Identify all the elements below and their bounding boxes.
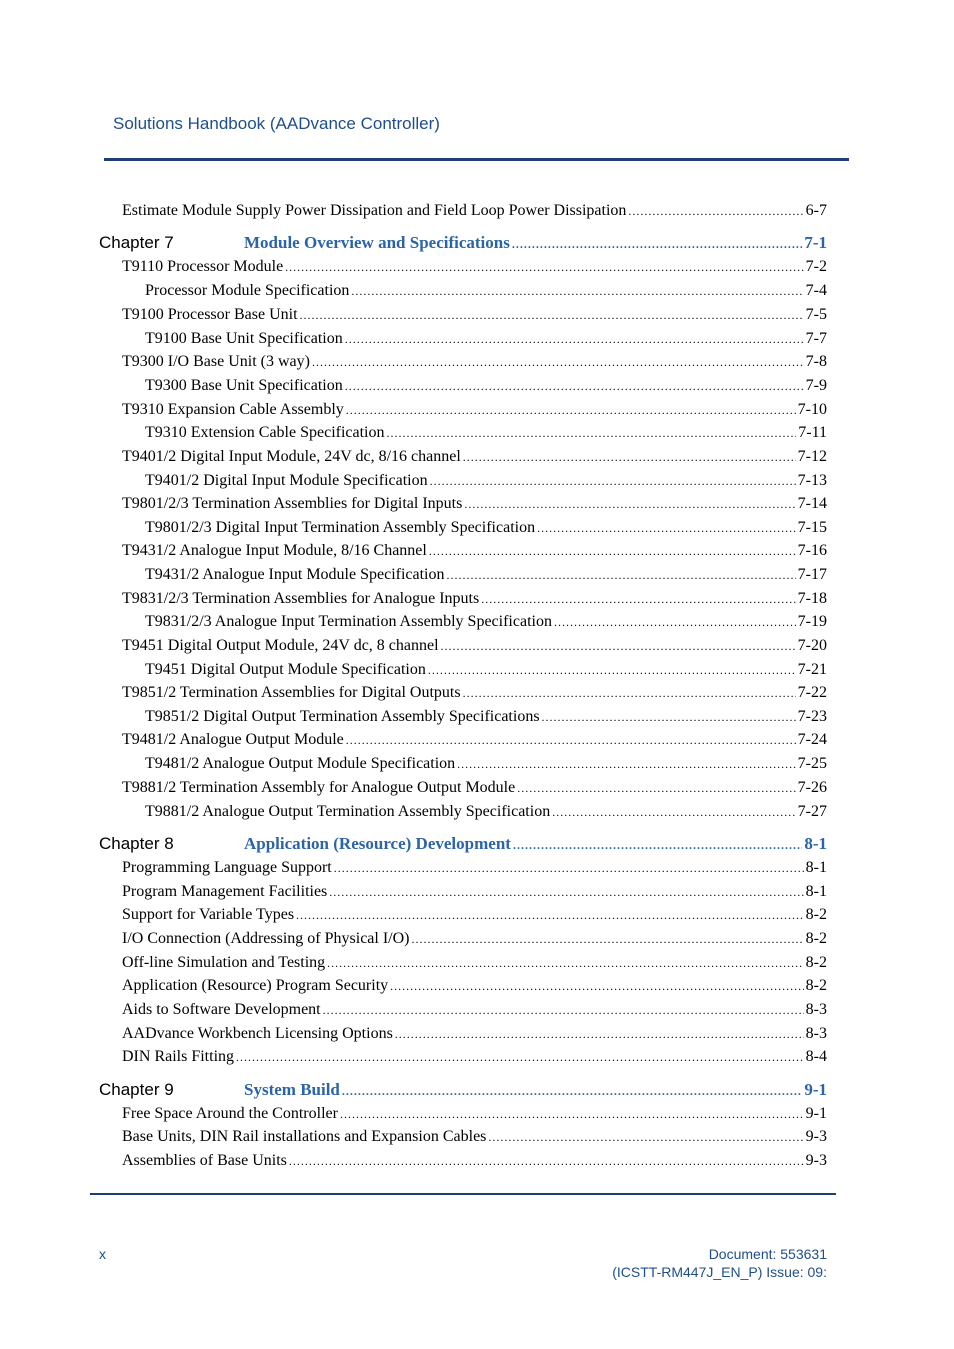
toc-entry-title: AADvance Workbench Licensing Options bbox=[122, 1025, 393, 1042]
toc-entry-title: T9300 I/O Base Unit (3 way) bbox=[122, 353, 310, 370]
toc-leader-dots bbox=[512, 237, 802, 252]
toc-entry-page: 7-17 bbox=[797, 566, 827, 583]
toc-chapter-9[interactable] bbox=[99, 1080, 827, 1104]
toc-leader-dots bbox=[537, 521, 796, 536]
toc-entry[interactable] bbox=[122, 401, 827, 423]
toc-entry-page: 7-9 bbox=[805, 377, 827, 394]
toc-entry[interactable] bbox=[122, 637, 827, 659]
toc-entry-page: 7-5 bbox=[805, 306, 827, 323]
toc-leader-dots bbox=[628, 204, 803, 219]
toc-leader-dots bbox=[346, 403, 796, 418]
toc-leader-dots bbox=[554, 615, 796, 630]
toc-entry-page: 7-4 bbox=[805, 282, 827, 299]
toc-leader-dots bbox=[296, 908, 804, 923]
toc-entry-page: 7-11 bbox=[798, 424, 827, 441]
toc-leader-dots bbox=[552, 805, 795, 820]
toc-leader-dots bbox=[488, 1130, 803, 1145]
toc-leader-dots bbox=[312, 355, 804, 370]
toc-chapter-7[interactable] bbox=[99, 233, 827, 257]
toc-entry-title: T9451 Digital Output Module, 24V dc, 8 channel bbox=[122, 637, 439, 654]
toc-leader-dots bbox=[329, 885, 803, 900]
toc-entry[interactable] bbox=[122, 1152, 827, 1174]
chapter-title: Module Overview and Specifications bbox=[244, 233, 510, 252]
toc-entry-title: T9300 Base Unit Specification bbox=[145, 377, 343, 394]
toc-entry-title: T9851/2 Termination Assemblies for Digital Outputs bbox=[122, 684, 461, 701]
toc-leader-dots bbox=[387, 426, 797, 441]
toc-entry-page: 7-2 bbox=[805, 258, 827, 275]
chapter-page: 7-1 bbox=[804, 233, 827, 252]
toc-subentry[interactable] bbox=[145, 755, 827, 777]
page-number: x bbox=[99, 1246, 106, 1262]
toc-entry-page: 8-2 bbox=[805, 930, 827, 947]
toc-entry-title: T9831/2/3 Analogue Input Termination Assembly Specification bbox=[145, 613, 552, 630]
toc-entry[interactable] bbox=[122, 1128, 827, 1150]
toc-entry-title: T9310 Extension Cable Specification bbox=[145, 424, 385, 441]
toc-entry-title: Base Units, DIN Rail installations and Expansion Cables bbox=[122, 1128, 487, 1145]
toc-leader-dots bbox=[457, 757, 796, 772]
toc-entry-title: Processor Module Specification bbox=[145, 282, 350, 299]
toc-entry-page: 7-24 bbox=[797, 731, 827, 748]
chapter-label: Chapter 7 bbox=[99, 233, 174, 252]
footer-divider bbox=[90, 1193, 836, 1195]
running-header-title: Solutions Handbook (AADvance Controller) bbox=[113, 114, 440, 133]
toc-subentry[interactable] bbox=[145, 330, 827, 352]
toc-entry[interactable] bbox=[122, 1048, 827, 1070]
toc-leader-dots bbox=[481, 592, 795, 607]
toc-entry[interactable] bbox=[122, 1105, 827, 1127]
toc-entry-title: Programming Language Support bbox=[122, 859, 332, 876]
toc-entry[interactable] bbox=[122, 859, 827, 881]
toc-entry-title: T9801/2/3 Termination Assemblies for Digital Inputs bbox=[122, 495, 463, 512]
toc-chapter-8[interactable] bbox=[99, 834, 827, 858]
toc-entry-page: 7-23 bbox=[797, 708, 827, 725]
toc-entry-page: 7-8 bbox=[805, 353, 827, 370]
toc-entry-page: 7-13 bbox=[797, 472, 827, 489]
chapter-title: System Build bbox=[244, 1080, 340, 1099]
toc-entry-title: T9110 Processor Module bbox=[122, 258, 284, 275]
toc-entry[interactable] bbox=[122, 448, 827, 470]
toc-leader-dots bbox=[327, 956, 804, 971]
toc-leader-dots bbox=[441, 639, 796, 654]
toc-entry-page: 8-3 bbox=[805, 1025, 827, 1042]
toc-leader-dots bbox=[340, 1107, 804, 1122]
toc-entry-page: 7-19 bbox=[797, 613, 827, 630]
toc-leader-dots bbox=[236, 1050, 804, 1065]
toc-entry-page: 9-3 bbox=[805, 1152, 827, 1169]
toc-entry-page: 8-2 bbox=[805, 906, 827, 923]
toc-entry[interactable] bbox=[122, 306, 827, 328]
toc-entry-page: 7-25 bbox=[797, 755, 827, 772]
toc-leader-dots bbox=[390, 979, 804, 994]
toc-entry-page: 7-22 bbox=[797, 684, 827, 701]
toc-entry-title: T9100 Base Unit Specification bbox=[145, 330, 343, 347]
toc-entry-title: T9451 Digital Output Module Specification bbox=[145, 661, 426, 678]
toc-leader-dots bbox=[430, 474, 796, 489]
toc-entry-page: 7-16 bbox=[797, 542, 827, 559]
toc-entry-page: 8-1 bbox=[805, 859, 827, 876]
toc-entry-title: Aids to Software Development bbox=[122, 1001, 321, 1018]
toc-entry-page: 8-3 bbox=[805, 1001, 827, 1018]
toc-subentry[interactable] bbox=[145, 424, 827, 446]
toc-entry-title: DIN Rails Fitting bbox=[122, 1048, 235, 1065]
toc-entry[interactable] bbox=[122, 930, 827, 952]
toc-subentry[interactable] bbox=[145, 803, 827, 825]
toc-leader-dots bbox=[345, 332, 804, 347]
toc-entry-title: Support for Variable Types bbox=[122, 906, 295, 923]
toc-entry-page: 7-15 bbox=[797, 519, 827, 536]
toc-leader-dots bbox=[289, 1154, 804, 1169]
toc-leader-dots bbox=[351, 284, 803, 299]
toc-leader-dots bbox=[342, 1084, 802, 1099]
document-number: Document: 553631 bbox=[708, 1246, 827, 1262]
toc-entry[interactable] bbox=[122, 258, 827, 280]
toc-entry[interactable] bbox=[122, 779, 827, 801]
toc-entry[interactable] bbox=[122, 731, 827, 753]
toc-entry-title: T9881/2 Analogue Output Termination Assembly Specification bbox=[145, 803, 551, 820]
toc-entry-title: Assemblies of Base Units bbox=[122, 1152, 287, 1169]
toc-entry-page: 7-18 bbox=[797, 590, 827, 607]
toc-leader-dots bbox=[463, 450, 796, 465]
toc-entry-title: T9401/2 Digital Input Module, 24V dc, 8/16 channel bbox=[122, 448, 461, 465]
toc-leader-dots bbox=[300, 308, 804, 323]
toc-leader-dots bbox=[428, 663, 796, 678]
toc-entry-title: Estimate Module Supply Power Dissipation and Field Loop Power Dissipation bbox=[122, 202, 627, 219]
header-divider bbox=[104, 158, 849, 161]
toc-entry-title: T9100 Processor Base Unit bbox=[122, 306, 298, 323]
toc-entry-page: 8-4 bbox=[805, 1048, 827, 1065]
toc-entry[interactable] bbox=[122, 495, 827, 517]
toc-subentry[interactable] bbox=[145, 661, 827, 683]
toc-leader-dots bbox=[395, 1027, 804, 1042]
toc-entry-page: 7-20 bbox=[797, 637, 827, 654]
toc-entry[interactable] bbox=[122, 977, 827, 999]
toc-entry-page: 7-12 bbox=[797, 448, 827, 465]
toc-entry-title: T9481/2 Analogue Output Module bbox=[122, 731, 344, 748]
toc-entry-title: T9831/2/3 Termination Assemblies for Analogue Inputs bbox=[122, 590, 480, 607]
chapter-label: Chapter 8 bbox=[99, 834, 174, 853]
document-reference bbox=[612, 1245, 827, 1281]
toc-leader-dots bbox=[517, 781, 795, 796]
toc-entry-page: 8-2 bbox=[805, 977, 827, 994]
toc-entry[interactable] bbox=[122, 684, 827, 706]
toc-entry-page: 7-21 bbox=[797, 661, 827, 678]
toc-leader-dots bbox=[429, 544, 796, 559]
toc-entry[interactable] bbox=[122, 883, 827, 905]
toc-subentry[interactable] bbox=[145, 708, 827, 730]
toc-entry-title: Program Management Facilities bbox=[122, 883, 328, 900]
toc-entry[interactable] bbox=[122, 906, 827, 928]
toc-entry[interactable] bbox=[122, 542, 827, 564]
toc-entry-page: 8-2 bbox=[805, 954, 827, 971]
toc-leader-dots bbox=[464, 497, 795, 512]
toc-entry-title: T9401/2 Digital Input Module Specification bbox=[145, 472, 428, 489]
toc-entry-page: 7-27 bbox=[797, 803, 827, 820]
toc-leader-dots bbox=[346, 733, 796, 748]
toc-subentry[interactable] bbox=[145, 377, 827, 399]
toc-entry-page: 7-26 bbox=[797, 779, 827, 796]
toc-entry[interactable] bbox=[122, 590, 827, 612]
toc-entry-page: 8-1 bbox=[805, 883, 827, 900]
toc-entry[interactable] bbox=[122, 353, 827, 375]
toc-leader-dots bbox=[447, 568, 796, 583]
toc-entry-title: Off-line Simulation and Testing bbox=[122, 954, 326, 971]
toc-leader-dots bbox=[463, 686, 796, 701]
toc-subentry[interactable] bbox=[145, 282, 827, 304]
toc-entry-title: T9801/2/3 Digital Input Termination Assembly Specification bbox=[145, 519, 536, 536]
toc-entry-page: 9-3 bbox=[805, 1128, 827, 1145]
toc-leader-dots bbox=[285, 260, 804, 275]
toc-leader-dots bbox=[323, 1003, 804, 1018]
document-issue: (ICSTT-RM447J_EN_P) Issue: 09: bbox=[612, 1264, 827, 1280]
toc-entry-title: I/O Connection (Addressing of Physical I/O) bbox=[122, 930, 410, 947]
toc-entry-page: 7-14 bbox=[797, 495, 827, 512]
toc-entry-page: 7-10 bbox=[797, 401, 827, 418]
toc-entry[interactable] bbox=[122, 1001, 827, 1023]
chapter-title: Application (Resource) Development bbox=[244, 834, 511, 853]
toc-subentry[interactable] bbox=[145, 566, 827, 588]
chapter-page: 9-1 bbox=[804, 1080, 827, 1099]
toc-entry[interactable] bbox=[122, 1025, 827, 1047]
toc-leader-dots bbox=[412, 932, 804, 947]
toc-entry-title: T9310 Expansion Cable Assembly bbox=[122, 401, 344, 418]
toc-entry-title: T9481/2 Analogue Output Module Specification bbox=[145, 755, 456, 772]
toc-leader-dots bbox=[513, 838, 802, 853]
toc-entry-title: T9881/2 Termination Assembly for Analogue Output Module bbox=[122, 779, 516, 796]
toc-entry-title: T9431/2 Analogue Input Module Specification bbox=[145, 566, 445, 583]
toc-entry-page: 7-7 bbox=[805, 330, 827, 347]
toc-leader-dots bbox=[334, 861, 804, 876]
toc-entry-title: T9431/2 Analogue Input Module, 8/16 Channel bbox=[122, 542, 427, 559]
toc-subentry[interactable] bbox=[145, 472, 827, 494]
toc-entry-title: Application (Resource) Program Security bbox=[122, 977, 389, 994]
toc-entry-page: 9-1 bbox=[805, 1105, 827, 1122]
toc-entry-page: 6-7 bbox=[805, 202, 827, 219]
toc-entry[interactable] bbox=[122, 954, 827, 976]
chapter-page: 8-1 bbox=[804, 834, 827, 853]
chapter-label: Chapter 9 bbox=[99, 1080, 174, 1099]
toc-subentry[interactable] bbox=[145, 519, 827, 541]
toc-leader-dots bbox=[542, 710, 796, 725]
toc-subentry[interactable] bbox=[145, 613, 827, 635]
toc-entry-title: T9851/2 Digital Output Termination Assembly Specifications bbox=[145, 708, 540, 725]
toc-leader-dots bbox=[345, 379, 804, 394]
toc-entry[interactable] bbox=[122, 202, 827, 224]
toc-entry-title: Free Space Around the Controller bbox=[122, 1105, 338, 1122]
